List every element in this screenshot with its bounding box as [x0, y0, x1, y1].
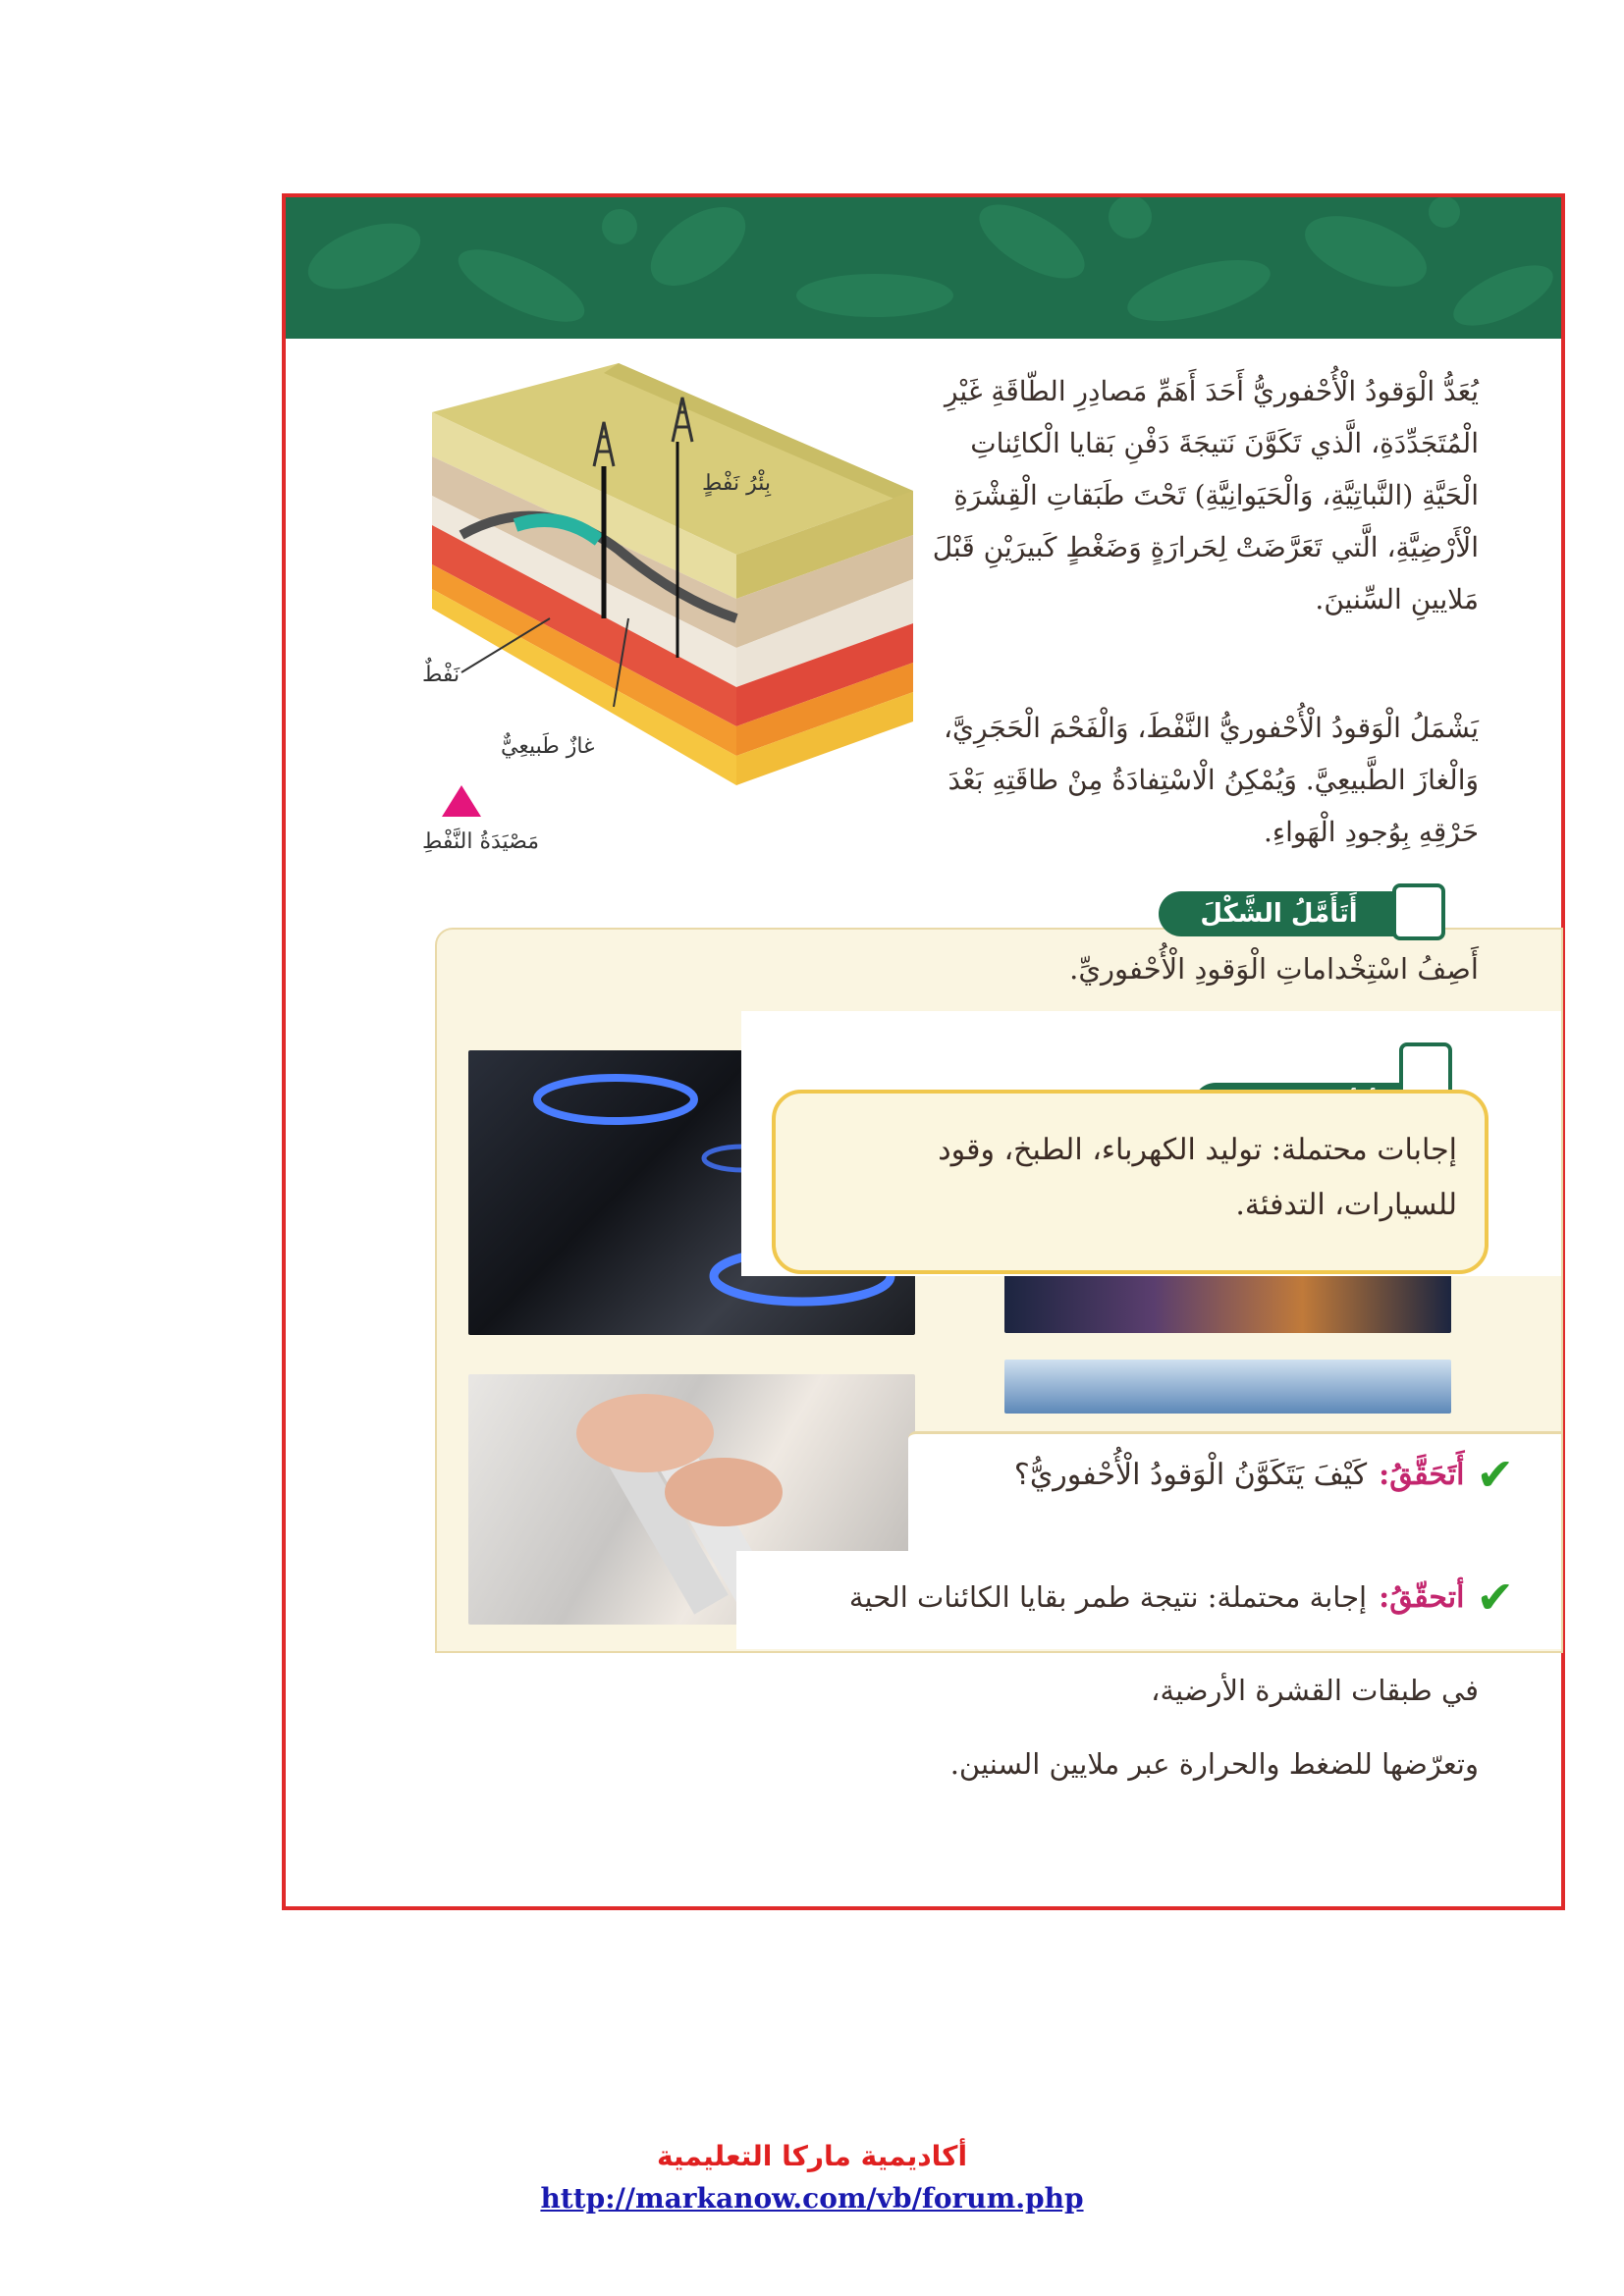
power-plant-photo	[1004, 1360, 1451, 1414]
header-banner	[286, 197, 1561, 339]
observe-figure-header: أَتَأَمَّلُ الشَّكْلَ	[1159, 891, 1399, 936]
checkmark-icon: ✔	[1476, 1448, 1514, 1501]
banner-pattern	[286, 197, 1561, 339]
check-answer	[849, 1571, 1514, 1624]
city-lights-photo	[1004, 1274, 1451, 1333]
oil-well-label: بِئْرُ نَفْطٍ	[702, 471, 772, 496]
fossil-fuel-types-paragraph: يَشْمَلُ الْوَقودُ الْأُحْفوريُّ النَّفْطَ، وَالْفَحْمَ الْحَجَرِيَّ، وَالْغازَ الطَّبيعِيَّ. وَيُمْكِنُ الْاسْتِفادَةُ مِنْ طاقَتِهِ بَعْدَ حَرْقِهِ بِوُجودِ الْهَواءِ.	[944, 712, 1479, 848]
oil-label: نَفْطٌ	[422, 663, 460, 687]
answer-line-1: إجابات محتملة: توليد الكهرباء، الطبخ، وقود	[938, 1133, 1457, 1167]
oil-trap-marker-icon	[442, 785, 481, 817]
geology-diagram	[422, 353, 933, 825]
check-answer-line-2: في طبقات القشرة الأرضية،	[1151, 1674, 1479, 1707]
answer-line-2: للسيارات، التدفئة.	[1235, 1188, 1457, 1222]
observe-figure-question: أَصِفُ اسْتِخْداماتِ الْوَقودِ الْأُحْفوريِّ.	[1069, 952, 1479, 986]
oil-trap-label: مَصْيَدَةُ النَّفْطِ	[422, 829, 540, 854]
check-answer-line-3: وتعرّضها للضغط والحرارة عبر ملايين السنين.	[949, 1747, 1479, 1781]
geology-illustration	[422, 353, 933, 825]
check-question	[1014, 1448, 1514, 1501]
check-answer-line-1: إجابة محتملة: نتيجة طمر بقايا الكائنات الحية	[848, 1580, 1368, 1614]
natural-gas-label: غازٌ طَبيعِيٌّ	[501, 734, 595, 759]
check-answer-keyword: أتحقّقُ:	[1379, 1579, 1465, 1615]
check-question-text: كَيْفَ يَتَكَوَّنُ الْوَقودُ الْأُحْفوريُّ؟	[1013, 1457, 1368, 1492]
footer-title: أكاديمية ماركا التعليمية	[656, 2140, 968, 2172]
footer-link[interactable]: http://markanow.com/vb/forum.php	[540, 2182, 1084, 2215]
observe-figure-answer-box	[772, 1090, 1489, 1274]
intro-paragraph: يُعَدُّ الْوَقودُ الْأُحْفوريُّ أَحَدَ أَهَمِّ مَصادِرِ الطّاقَةِ غَيْرِ الْمُتَجَدِّدَةِ، الَّذي تَكَوَّنَ نَتيجَةَ دَفْنِ بَقايا الْكائِناتِ الْحَيَّةِ (النَّباتِيَّةِ، وَالْحَيَوانِيَّةِ) تَحْتَ طَبَقاتِ الْقِشْرَةِ الْأَرْضِيَّةِ، الَّتي تَعَرَّضَتْ لِحَرارَةٍ وَضَغْطٍ كَبيرَيْنِ قَبْلَ مَلايينِ السِّنينَ.	[932, 375, 1479, 615]
book-icon	[1392, 883, 1445, 940]
check-keyword: أَتَحَقَّقُ:	[1379, 1457, 1465, 1492]
checkmark-icon: ✔	[1476, 1571, 1514, 1624]
